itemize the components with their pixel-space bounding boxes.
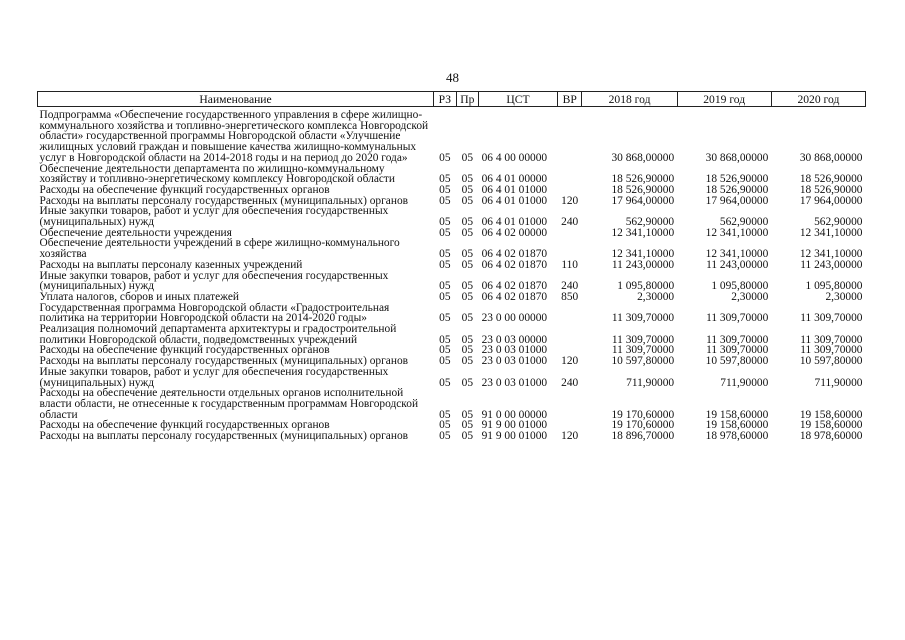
row-vr: 240 (561, 376, 579, 389)
row-pr: 05 (461, 258, 474, 271)
table-row (38, 324, 866, 345)
row-2019: 11 309,70000 (706, 312, 769, 325)
row-name: Иные закупки товаров, работ и услуг для обеспечения государственных (муниципальных) нужд (39, 205, 389, 229)
row-2018: 18 526,90000 (611, 183, 675, 196)
row-cst: 06 4 00 00000 (481, 151, 548, 164)
header-2019: 2019 год (677, 92, 771, 107)
row-pr: 05 (461, 248, 474, 261)
row-2019: 1 095,80000 (711, 280, 769, 293)
row-cst: 23 0 00 00000 (481, 312, 548, 325)
row-cst: 06 4 02 01870 (481, 280, 548, 293)
row-cst: 23 0 03 00000 (481, 333, 548, 346)
row-pr: 05 (461, 151, 474, 164)
row-name: Уплата налогов, сборов и иных платежей (39, 290, 239, 303)
row-rz: 05 (439, 355, 451, 368)
table-row (38, 431, 866, 442)
row-2020: 18 526,90000 (799, 183, 863, 196)
row-2018: 12 341,10000 (611, 226, 675, 239)
row-pr: 05 (461, 290, 474, 303)
row-2018: 19 170,60000 (611, 408, 675, 421)
row-2018: 19 170,60000 (611, 419, 675, 432)
row-2018: 2,30000 (637, 290, 675, 303)
row-2019: 711,90000 (720, 376, 769, 389)
row-cst: 91 0 00 00000 (481, 408, 548, 421)
row-cst: 06 4 01 01000 (481, 183, 548, 196)
row-name: Расходы на обеспечение функций государственных органов (39, 419, 330, 432)
row-2018: 711,90000 (626, 376, 675, 389)
row-2019: 30 868,00000 (705, 151, 769, 164)
header-row (38, 92, 866, 107)
row-cst: 06 4 02 01870 (481, 258, 548, 271)
row-name: Обеспечение деятельности департамента по жилищно-коммунальному хозяйству и топливно-энергетическому комплексу Новгородской области (39, 162, 395, 186)
row-2018: 30 868,00000 (611, 151, 675, 164)
row-cst: 06 4 01 01000 (481, 194, 548, 207)
row-rz: 05 (439, 344, 451, 357)
row-2020: 12 341,10000 (799, 226, 863, 239)
table-row (38, 206, 866, 227)
row-2018: 11 309,70000 (611, 333, 675, 346)
row-2020: 11 309,70000 (800, 312, 863, 325)
row-pr: 05 (461, 355, 474, 368)
row-vr: 120 (561, 194, 579, 207)
row-cst: 06 4 02 00000 (481, 226, 548, 239)
row-vr (557, 303, 582, 324)
row-vr: 240 (561, 280, 579, 293)
header-pr: Пр (456, 92, 479, 107)
row-rz: 05 (439, 290, 451, 303)
row-vr: 120 (561, 355, 579, 368)
row-vr (557, 388, 582, 420)
table-header (38, 92, 866, 107)
row-vr (557, 238, 582, 259)
row-cst: 23 0 03 01000 (481, 376, 548, 389)
row-name: Расходы на обеспечение функций государственных органов (39, 344, 330, 357)
row-name: Иные закупки товаров, работ и услуг для обеспечения государственных (муниципальных) нужд (39, 365, 389, 389)
row-pr: 05 (461, 226, 474, 239)
row-vr: 240 (561, 216, 579, 229)
row-rz: 05 (439, 258, 451, 271)
header-2020: 2020 год (771, 92, 865, 107)
row-name: Государственная программа Новгородской области «Градостроительная политика на территории Новгородской области на 2014-2020 годы» (39, 301, 390, 325)
row-2020: 2,30000 (825, 290, 863, 303)
row-rz: 05 (439, 216, 451, 229)
row-cst: 06 4 01 01000 (481, 216, 548, 229)
row-2019: 19 158,60000 (705, 408, 769, 421)
row-rz: 05 (439, 248, 451, 261)
row-2018: 11 309,70000 (611, 312, 675, 325)
row-pr: 05 (461, 194, 474, 207)
row-2019: 2,30000 (731, 290, 769, 303)
row-name: Расходы на выплаты персоналу государственных (муниципальных) органов (39, 355, 409, 368)
row-cst: 91 9 00 01000 (481, 419, 548, 432)
table-row (38, 388, 866, 420)
row-vr (557, 228, 582, 239)
row-2020: 11 243,00000 (800, 258, 863, 271)
row-vr (557, 107, 582, 164)
row-vr (557, 164, 582, 185)
row-name: Расходы на выплаты персоналу государственных (муниципальных) органов (39, 194, 409, 207)
row-name: Подпрограмма «Обеспечение государственного управления в сфере жилищно-коммунального хозяйства и топливно-энергетического комплекса Новгородской области» государственной программы Новгородской области «Улучшение жилищных условий граждан и повышение качества жилищно-коммунальных услуг в Новгородской области на 2014-2018 годы и на период до 2020 года» (39, 109, 429, 164)
row-cst: 06 4 01 00000 (481, 173, 548, 186)
row-2019: 18 526,90000 (705, 173, 769, 186)
row-2020: 18 526,90000 (799, 173, 863, 186)
row-pr: 05 (461, 430, 474, 443)
header-vr: ВР (557, 92, 582, 107)
row-rz: 05 (439, 376, 451, 389)
table-row (38, 238, 866, 259)
row-2019: 18 978,60000 (705, 430, 769, 443)
row-vr: 120 (561, 430, 579, 443)
table-row (38, 271, 866, 292)
header-2018: 2018 год (582, 92, 677, 107)
row-rz: 05 (439, 312, 451, 325)
row-2020: 562,90000 (814, 216, 863, 229)
row-rz: 05 (439, 280, 451, 293)
row-pr: 05 (461, 408, 474, 421)
row-2020: 18 978,60000 (799, 430, 863, 443)
row-2018: 10 597,80000 (611, 355, 675, 368)
row-2019: 11 309,70000 (706, 333, 769, 346)
row-cst: 23 0 03 01000 (481, 344, 548, 357)
table-body (38, 107, 866, 442)
row-pr: 05 (461, 333, 474, 346)
row-2019: 18 526,90000 (705, 183, 769, 196)
row-2019: 10 597,80000 (705, 355, 769, 368)
row-pr: 05 (461, 376, 474, 389)
row-cst: 06 4 02 01870 (481, 290, 548, 303)
row-2020: 10 597,80000 (799, 355, 863, 368)
row-vr: 850 (561, 290, 579, 303)
row-pr: 05 (461, 280, 474, 293)
row-pr: 05 (461, 419, 474, 432)
row-name: Реализация полномочий департамента архитектуры и градостроительной политики Новгородской области, подведомственных учреждений (39, 323, 397, 346)
row-2018: 11 309,70000 (611, 344, 675, 357)
row-name: Расходы на выплаты персоналу казенных учреждений (39, 258, 303, 271)
row-2019: 19 158,60000 (705, 419, 769, 432)
row-2019: 12 341,10000 (705, 226, 769, 239)
row-2020: 11 309,70000 (800, 344, 863, 357)
row-2020: 30 868,00000 (799, 151, 863, 164)
row-2018: 18 526,90000 (611, 173, 675, 186)
table-row (38, 260, 866, 271)
row-2018: 17 964,00000 (611, 194, 675, 207)
row-vr (557, 324, 582, 345)
row-cst: 06 4 02 01870 (481, 248, 548, 261)
row-rz: 05 (439, 333, 451, 346)
row-cst: 91 9 00 01000 (481, 430, 548, 443)
page-number: 48 (446, 70, 459, 85)
row-2018: 11 243,00000 (611, 258, 675, 271)
row-name: Обеспечение деятельности учреждения (39, 226, 232, 239)
row-cst: 23 0 03 01000 (481, 355, 548, 368)
row-pr: 05 (461, 216, 474, 229)
row-rz: 05 (439, 408, 451, 421)
header-cst: ЦСТ (479, 92, 558, 107)
row-rz: 05 (439, 151, 451, 164)
table-row (38, 367, 866, 388)
budget-table (37, 91, 866, 442)
row-name: Расходы на обеспечение деятельности отдельных органов исполнительной власти области, не отнесенные к государственным программам Новгородской области (39, 387, 419, 421)
row-rz: 05 (439, 430, 451, 443)
row-2019: 562,90000 (719, 216, 769, 229)
row-2020: 19 158,60000 (799, 419, 863, 432)
row-2018: 1 095,80000 (617, 280, 675, 293)
row-vr: 110 (561, 258, 579, 271)
row-name: Обеспечение деятельности учреждений в сфере жилищно-коммунального хозяйства (39, 237, 400, 261)
row-2018: 562,90000 (625, 216, 675, 229)
row-2020: 17 964,00000 (799, 194, 863, 207)
table-row (38, 107, 866, 164)
row-rz: 05 (439, 226, 451, 239)
row-2018: 12 341,10000 (611, 248, 675, 261)
row-2020: 11 309,70000 (800, 333, 863, 346)
row-rz: 05 (439, 194, 451, 207)
row-pr: 05 (461, 183, 474, 196)
row-2020: 1 095,80000 (805, 280, 863, 293)
row-pr: 05 (461, 344, 474, 357)
row-name: Расходы на выплаты персоналу государственных (муниципальных) органов (39, 430, 409, 443)
row-2019: 17 964,00000 (705, 194, 769, 207)
header-rz: РЗ (434, 92, 457, 107)
row-2020: 12 341,10000 (799, 248, 863, 261)
row-pr: 05 (461, 312, 474, 325)
row-rz: 05 (439, 173, 451, 186)
row-2018: 18 896,70000 (611, 430, 675, 443)
row-name: Иные закупки товаров, работ и услуг для обеспечения государственных (муниципальных) нужд (39, 269, 389, 293)
table-row (38, 164, 866, 185)
row-2020: 711,90000 (814, 376, 863, 389)
row-2019: 11 243,00000 (706, 258, 769, 271)
row-2020: 19 158,60000 (799, 408, 863, 421)
row-2019: 11 309,70000 (706, 344, 769, 357)
header-name: Наименование (38, 92, 434, 107)
row-rz: 05 (439, 419, 451, 432)
row-pr: 05 (461, 173, 474, 186)
table-row (38, 303, 866, 324)
row-2019: 12 341,10000 (705, 248, 769, 261)
row-name: Расходы на обеспечение функций государственных органов (39, 183, 330, 196)
row-rz: 05 (439, 183, 451, 196)
